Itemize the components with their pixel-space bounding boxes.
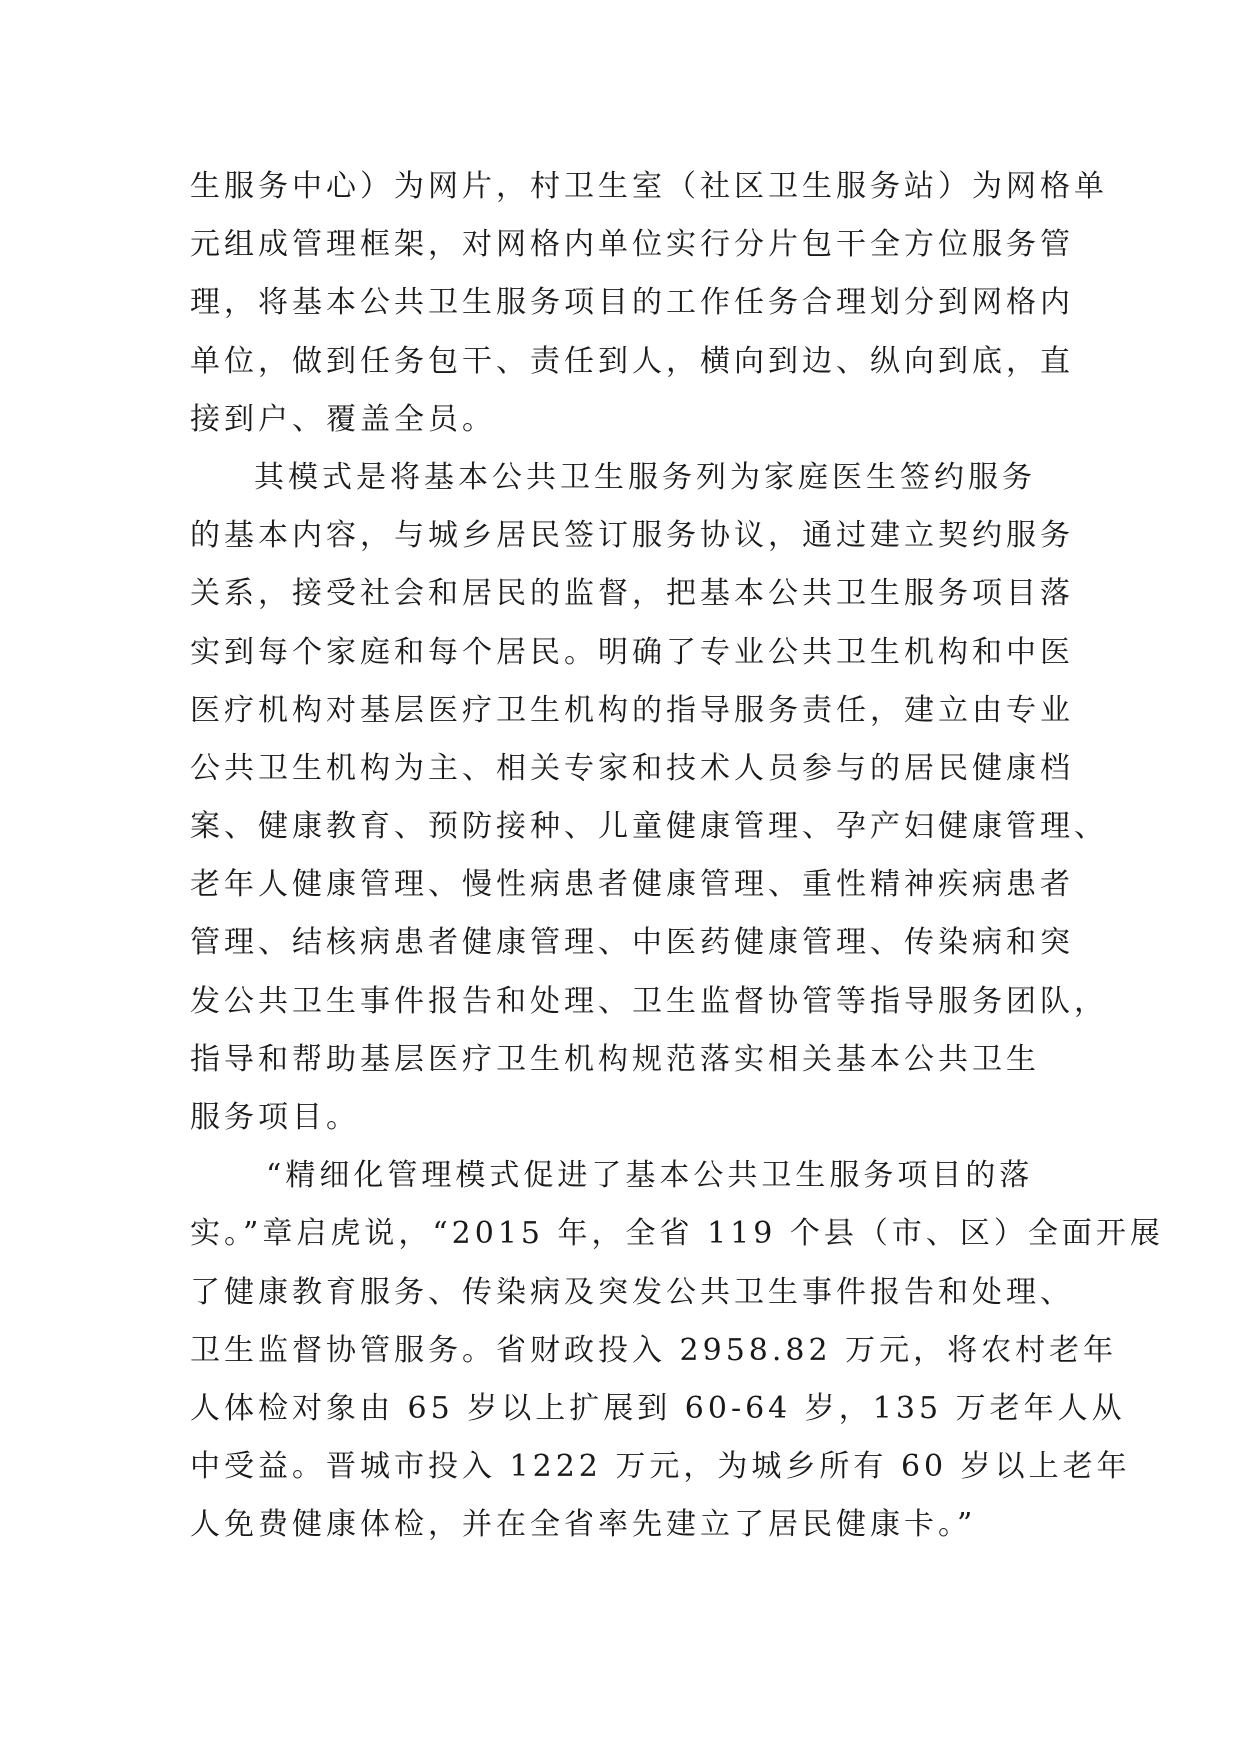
paragraph-grid-management <box>190 158 1108 449</box>
text-line: 人免费健康体检，并在全省率先建立了居民健康卡。” <box>190 1507 977 1543</box>
text-line: 其模式是将基本公共卫生服务列为家庭医生签约服务 <box>254 459 1036 495</box>
text-line: 医疗机构对基层医疗卫生机构的指导服务责任，建立由专业 <box>190 692 1074 728</box>
text-line: 人体检对象由 65 岁以上扩展到 60-64 岁，135 万老年人从 <box>190 1390 1126 1426</box>
text-line: 生服务中心）为网片，村卫生室（社区卫生服务站）为网格单 <box>190 169 1108 204</box>
text-line: 理，将基本公共卫生服务项目的工作任务合理划分到网格内 <box>190 285 1074 321</box>
text-line: 的基本内容，与城乡居民签订服务协议，通过建立契约服务 <box>190 518 1074 554</box>
text-line: 案、健康教育、预防接种、儿童健康管理、孕产妇健康管理、 <box>190 809 1108 845</box>
text-line: 卫生监督协管服务。省财政投入 2958.82 万元，将农村老年 <box>190 1332 1118 1368</box>
text-line: 公共卫生机构为主、相关专家和技术人员参与的居民健康档 <box>190 750 1074 786</box>
body-text <box>190 158 1164 1555</box>
text-line: 老年人健康管理、慢性病患者健康管理、重性精神疾病患者 <box>190 867 1074 903</box>
text-line: 接到户、覆盖全员。 <box>190 401 496 437</box>
text-line: “精细化管理模式促进了基本公共卫生服务项目的落 <box>266 1158 1034 1194</box>
text-line: 关系，接受社会和居民的监督，把基本公共卫生服务项目落 <box>190 576 1074 612</box>
text-line: 服务项目。 <box>190 1100 360 1135</box>
text-line: 实到每个家庭和每个居民。明确了专业公共卫生机构和中医 <box>190 634 1074 670</box>
text-line: 管理、结核病患者健康管理、中医药健康管理、传染病和突 <box>190 925 1074 961</box>
text-line: 了健康教育服务、传染病及突发公共卫生事件报告和处理、 <box>190 1274 1074 1310</box>
text-line: 发公共卫生事件报告和处理、卫生监督协管等指导服务团队， <box>190 983 1108 1019</box>
paragraph-quote <box>190 1147 1164 1554</box>
text-line: 实。”章启虎说，“2015 年，全省 119 个县（市、区）全面开展 <box>190 1216 1164 1252</box>
text-line: 指导和帮助基层医疗卫生机构规范落实相关基本公共卫生 <box>190 1041 1040 1077</box>
paragraph-service-model <box>190 449 1108 1147</box>
text-line: 元组成管理框架，对网格内单位实行分片包干全方位服务管 <box>190 227 1074 263</box>
text-line: 单位，做到任务包干、责任到人，横向到边、纵向到底，直 <box>190 343 1074 379</box>
text-line: 中受益。晋城市投入 1222 万元，为城乡所有 60 岁以上老年 <box>190 1449 1131 1485</box>
